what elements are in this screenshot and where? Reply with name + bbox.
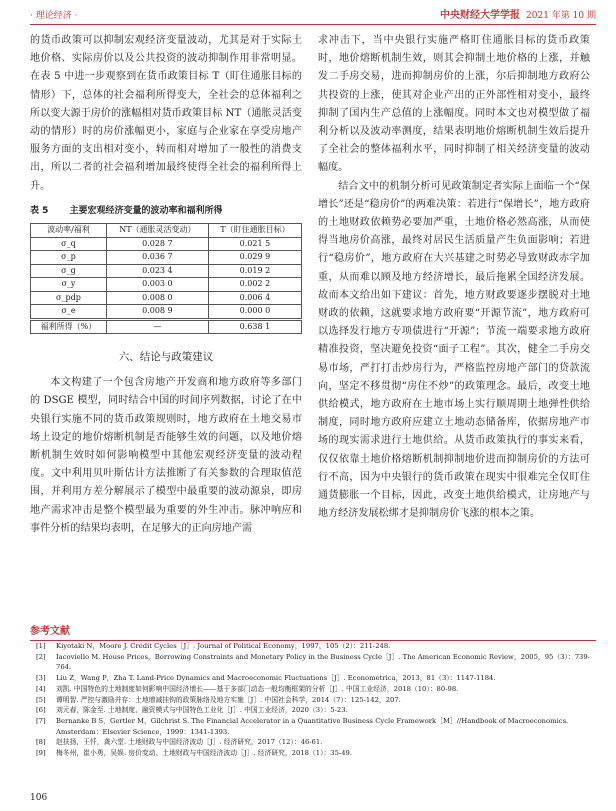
table-cell: σ_e (31, 305, 107, 320)
reference-text: Liu Z，Wang P，Zha T. Land-Price Dynamics and Macroeconomic Fluctuations［J］. Econometrica，2013，81（3）：1147-1184. (56, 674, 496, 683)
reference-text: 刘凯. 中国特色的土地制度如何影响中国经济增长——基于多部门动态一般均衡框架的分析［J］. 中国工业经济，2018（10）：80-98. (56, 684, 459, 693)
page-header (30, 6, 596, 25)
table-row (31, 278, 302, 292)
table-row (31, 305, 302, 320)
section-label: · 理论经济 · (30, 11, 78, 21)
reference-text: 谭明智. 严控与激励并存：土地增减挂钩的政策脉络及地方实施［J］. 中国社会科学，2014（7）：125-142，207. (56, 695, 401, 704)
page-number: 106 (30, 793, 48, 803)
volatility-table (30, 223, 302, 334)
table-cell: 0.023 4 (106, 264, 208, 278)
table-title: 主要宏观经济变量的波动率和福利所得 (69, 205, 223, 216)
references-title: 参考文献 (30, 622, 596, 641)
reference-text: 刘元春，陈金至. 土地制度、融资模式与中国特色工业化［J］. 中国工业经济，2020（3）：5-23. (56, 706, 348, 715)
right-paragraph-2: 结合文中的机制分析可见政策制定者实际上面临一个“保增长”还是“稳房价”的两难决策：若进行“保增长”，地方政府的土地财政依赖势必要加严重，土地价格必然高涨，从而使得当地房价高涨，最终对居民生活质量产生负面影响；若进行“稳房价”，地方政府在大兴基建之时势必导致财政赤字加重，从而难以顾及地方经济增长，最后拖累全国经济发展。故而本文给出如下建议：首先，地方财政要逐步摆脱对土地财政的依赖，这就要求地方政府要“开源节流”，地方政府可以选择发行地方专项债进行“开源”；节流一端要求地方政府精准投资，坚决避免投资“面子工程”。其次，健全二手房交易市场，严打打击炒房行为，严格监控房地产部门的贷款流向，坚定不移贯彻“房住不炒”的政策理念。最后，改变土地供给模式，地方政府在土地市场上实行顺周期土地弹性供给制度，同时地方政府应建立土地动态储备库，依据房地产市场的现实需求进行土地供给。从货币政策执行的事实来看，仅仅依靠土地价格熔断机制抑制地价进而抑制房价的方法可行不高，因为中央银行的货币政策在现实中很难完全仅盯住通货膨胀一个目标，因此，改变土地供给模式，让房地产与地方经济发展松绑才是抑制房价飞涨的根本之策。 (318, 180, 590, 520)
table-cell: 0.029 9 (208, 251, 301, 265)
table-cell: 0.006 4 (208, 291, 301, 305)
table-cell: 0.028 7 (106, 237, 208, 251)
reference-item (30, 737, 596, 748)
reference-item (30, 652, 596, 673)
journal-name: 中央财经大学学报 (440, 10, 521, 21)
reference-text: 梅冬州，崔小勇，吴娱. 房价变动、土地财政与中国经济波动［J］. 经济研究，2018（1）：35-49. (56, 749, 353, 758)
reference-text: Kiyotaki N，Moore J. Credit Cycles［J］. Journal of Political Economy，1997，105（2）：211-248. (56, 642, 391, 650)
section-heading: 六、结论与政策建议 (118, 351, 214, 364)
table-cell: σ_g (31, 264, 107, 278)
table-cell: σ_p (31, 251, 107, 265)
welfare-row (31, 319, 302, 334)
left-paragraph-2: 本文构建了一个包含房地产开发商和地方政府等多部门的 DSGE 模型，同时结合中国的时间序列数据，讨论了在中央银行实施不同的货币政策规则时，地方政府在土地交易市场上设定的地价熔断机制是否能够生效的问题，以及地价熔断机制生效时如何影响模型中其他宏观经济变量的波动程度。文中利用贝叶斯估计方法推断了有关参数的合理取值范围，并利用方差分解展示了模型中最重要的波动源泉，即房地产需求冲击是整个模型最为重要的外生冲击。脉冲响应和事件分析的结果均表明，在足够大的正向房地产需 (30, 377, 302, 534)
table-cell: 0.002 2 (208, 278, 301, 292)
table-row (31, 291, 302, 305)
reference-number: [2] (36, 652, 46, 661)
table-cell: σ_y (31, 278, 107, 292)
table-cell: 0.003 0 (106, 278, 208, 292)
reference-number: [5] (36, 695, 46, 704)
welfare-t-value: 0.638 1 (208, 319, 301, 334)
table-cell: σ_pdp (31, 291, 107, 305)
reference-number: [4] (36, 684, 46, 693)
reference-number: [9] (36, 749, 46, 758)
reference-number: [7] (36, 716, 46, 725)
table-cell: 0.008 0 (106, 291, 208, 305)
table-caption (30, 202, 302, 220)
reference-number: [1] (36, 642, 46, 650)
reference-item (30, 705, 596, 716)
table-cell: 0.008 9 (106, 305, 208, 320)
reference-number: [6] (36, 706, 46, 715)
reference-text: Iacoviello M. House Prices，Borrowing Constraints and Monetary Policy in the Business Cycle［J］. The American Economic Review，2005，95（3）：739-764. (56, 652, 590, 672)
welfare-label: 福利所得（%） (31, 319, 107, 334)
reference-number: [3] (36, 674, 46, 683)
right-column (318, 32, 590, 523)
journal-title (440, 6, 596, 21)
reference-item (30, 748, 596, 759)
reference-text: 赵扶扬，王忏，龚六堂. 土地财政与中国经济波动［J］. 经济研究，2017（12）：46-61. (56, 738, 323, 747)
reference-item (30, 716, 596, 737)
left-paragraph-1: 的货币政策可以抑制宏观经济变量波动，尤其是对于实际土地价格、实际房价以及公共投资的波动抑制作用非常明显。在表 5 中进一步观察到在货币政策目标 T（盯住通胀目标的情形）下，总体的社会福利所得变大，全社会的总体福利之所以变大源于房价的涨幅相对货币政策目标 NT（通胀灵活变动的情形）时的房价涨幅更小，家庭与企业家在享受房地产服务方面的支出相对变小，转而相对增加了一般性的消费支出，所以二者的社会福利增加最终使得全社会的福利所得上升。 (30, 35, 302, 192)
reference-item (30, 684, 596, 695)
issue-label: 2021 年第 10 期 (526, 11, 596, 21)
table-row (31, 237, 302, 251)
table-header-row (31, 224, 302, 238)
table-row (31, 264, 302, 278)
table-header-cell: 波动率/福利 (31, 224, 107, 238)
reference-item (30, 695, 596, 706)
references-section (30, 622, 596, 759)
table-cell: 0.036 7 (106, 251, 208, 265)
reference-item (30, 641, 596, 652)
table-header-cell: NT（通胀灵活变动） (106, 224, 208, 238)
table-cell: σ_q (31, 237, 107, 251)
table-number: 表 5 (30, 205, 49, 216)
table-row (31, 251, 302, 265)
table-header-cell: T（盯住通胀目标） (208, 224, 301, 238)
welfare-nt-value: — (106, 319, 208, 334)
reference-item (30, 673, 596, 684)
right-paragraph-1: 求冲击下，当中央银行实施严格盯住通胀目标的货币政策时，地价熔断机制生效，则其会抑制土地价格的上涨，并触发二手房交易，进而抑制房价的上涨，尔后抑制地方政府公共投资的上涨，使其对企业产出的正外部性相对变小，最终抑制了国内生产总值的上涨幅度。同时本文也对模型做了福利分析以及波动率测度，结果表明地价熔断机制生效后提升了全社会的整体福利水平，同时抑制了相关经济变量的波动幅度。 (318, 35, 590, 174)
table-cell: 0.021 5 (208, 237, 301, 251)
table-cell: 0.000 0 (208, 305, 301, 320)
reference-number: [8] (36, 738, 46, 747)
table-cell: 0.019 2 (208, 264, 301, 278)
reference-text: Bernanke B S，Gertler M，Gilchrist S. The Financial Accelerator in a Quantitative Business Cycle Framework［M］//Handbook of Macroeconomics. Amsterdam：Elsevier Science，1999：1341-1393. (56, 716, 569, 736)
left-column (30, 32, 302, 538)
